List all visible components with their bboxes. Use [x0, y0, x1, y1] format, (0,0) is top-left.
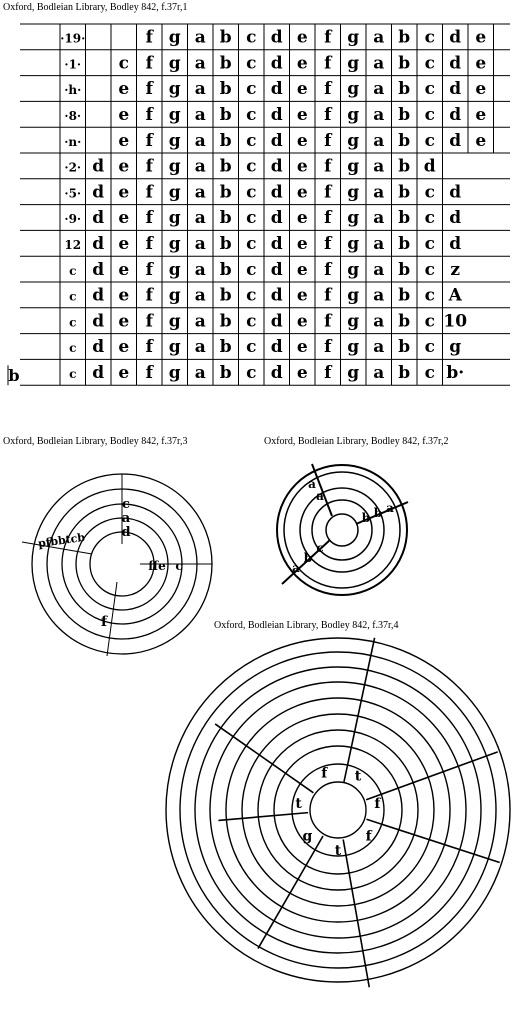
- letter-table: [0, 18, 526, 418]
- table-letter: f: [145, 53, 153, 74]
- table-letter: g: [168, 311, 181, 332]
- table-letter: e: [118, 156, 130, 177]
- inner-letter: t: [334, 843, 342, 859]
- table-letter: g: [347, 285, 360, 306]
- table-letter: a: [373, 182, 385, 203]
- table-letter: e: [296, 156, 308, 177]
- table-letter: g: [347, 53, 360, 74]
- table-letter: 10: [443, 311, 468, 332]
- table-letter: g: [347, 104, 360, 125]
- table-letter: b: [398, 259, 411, 280]
- ring: [284, 472, 400, 588]
- table-letter: f: [324, 130, 332, 151]
- table-letter: d: [92, 337, 105, 358]
- table-letter: e: [118, 362, 130, 383]
- table-letter: f: [145, 337, 153, 358]
- table-letter: e: [296, 337, 308, 358]
- left-label: pfbbtcb: [37, 530, 86, 551]
- table-letter: c: [424, 182, 435, 203]
- table-letter: c: [246, 27, 257, 48]
- table-letter: g: [168, 79, 181, 100]
- table-letter: c: [246, 53, 257, 74]
- table-letter: a: [194, 27, 206, 48]
- ring: [242, 714, 434, 906]
- table-letter: g: [347, 156, 360, 177]
- table-letter: a: [373, 104, 385, 125]
- table-letter: c: [424, 311, 435, 332]
- ring: [310, 782, 366, 838]
- table-letter: e: [118, 104, 130, 125]
- table-letter: f: [145, 182, 153, 203]
- table-letter: a: [194, 79, 206, 100]
- table-letter: b: [219, 285, 232, 306]
- table-letter: f: [145, 156, 153, 177]
- table-letter: b: [219, 311, 232, 332]
- row-number: ·n·: [64, 134, 82, 149]
- spoke-letter: a: [316, 489, 324, 503]
- table-letter: e: [475, 79, 487, 100]
- table-letter: e: [118, 208, 130, 229]
- table-letter: a: [373, 311, 385, 332]
- table-letter: A: [448, 285, 462, 306]
- table-letter: a: [373, 156, 385, 177]
- inner-letter: t: [354, 768, 362, 785]
- table-letter: e: [118, 259, 130, 280]
- table-letter: e: [296, 53, 308, 74]
- table-letter: c: [424, 53, 435, 74]
- table-letter: g: [347, 259, 360, 280]
- table-letter: d: [92, 208, 105, 229]
- table-letter: d: [449, 104, 462, 125]
- table-letter: f: [324, 182, 332, 203]
- table-letter: a: [194, 362, 206, 383]
- table-letter: f: [145, 362, 153, 383]
- table-letter: a: [194, 156, 206, 177]
- table-letter: e: [296, 311, 308, 332]
- table-letter: c: [424, 27, 435, 48]
- table-letter: e: [296, 259, 308, 280]
- table-letter: g: [347, 27, 360, 48]
- table-letter: d: [449, 27, 462, 48]
- table-letter: f: [324, 259, 332, 280]
- inner-letter: t: [295, 796, 302, 813]
- table-letter: d: [92, 156, 105, 177]
- table-letter: e: [296, 208, 308, 229]
- table-letter: e: [475, 53, 487, 74]
- row-number: c: [69, 289, 77, 304]
- table-letter: d: [92, 182, 105, 203]
- table-drawing: [0, 18, 526, 418]
- table-letter: a: [194, 130, 206, 151]
- row-number: ·h·: [64, 83, 82, 98]
- spoke-letter: c: [316, 541, 324, 555]
- table-letter: e: [118, 311, 130, 332]
- table-letter: g: [347, 362, 360, 383]
- table-letter: d: [449, 182, 462, 203]
- table-letter: e: [296, 79, 308, 100]
- circle-4-drawing: [140, 632, 526, 1029]
- table-letter: f: [145, 311, 153, 332]
- table-letter: c: [424, 208, 435, 229]
- table-letter: d: [92, 233, 105, 254]
- caption-fig4: Oxford, Bodleian Library, Bodley 842, f.37r,4: [214, 620, 399, 631]
- table-letter: b: [219, 79, 232, 100]
- table-letter: g: [168, 130, 181, 151]
- spoke-letter: f: [100, 614, 108, 630]
- table-letter: c: [424, 337, 435, 358]
- table-letter: c: [246, 233, 257, 254]
- table-letter: g: [168, 53, 181, 74]
- table-letter: d: [270, 79, 283, 100]
- table-letter: a: [373, 259, 385, 280]
- row-number: c: [69, 263, 77, 278]
- row-number: c: [69, 341, 77, 356]
- table-letter: f: [145, 130, 153, 151]
- spoke-letter: a: [386, 501, 394, 515]
- table-letter: c: [246, 79, 257, 100]
- table-letter: g: [168, 337, 181, 358]
- table-letter: e: [296, 104, 308, 125]
- table-letter: f: [324, 104, 332, 125]
- spoke-letter: c: [122, 497, 130, 512]
- table-letter: d: [270, 27, 283, 48]
- table-letter: f: [324, 79, 332, 100]
- table-letter: e: [475, 130, 487, 151]
- table-letter: d: [270, 362, 283, 383]
- spoke: [218, 813, 308, 821]
- table-letter: b: [219, 182, 232, 203]
- table-letter: a: [194, 259, 206, 280]
- table-letter: f: [145, 233, 153, 254]
- table-letter: c: [118, 53, 129, 74]
- table-letter: g: [168, 285, 181, 306]
- table-letter: c: [246, 337, 257, 358]
- table-letter: c: [246, 208, 257, 229]
- table-letter: d: [270, 311, 283, 332]
- table-letter: z: [450, 259, 461, 280]
- row-number: ·2·: [64, 160, 82, 175]
- table-letter: a: [373, 53, 385, 74]
- table-letter: e: [118, 79, 130, 100]
- row-number: c: [69, 315, 77, 330]
- table-letter: g: [347, 337, 360, 358]
- row-number: 12: [64, 237, 82, 252]
- ring: [195, 667, 481, 953]
- table-letter: b: [398, 130, 411, 151]
- spoke: [343, 840, 369, 988]
- table-letter: c: [424, 104, 435, 125]
- table-letter: d: [449, 53, 462, 74]
- ring: [258, 730, 418, 890]
- table-letter: d: [449, 208, 462, 229]
- table-letter: c: [424, 79, 435, 100]
- table-letter: b: [219, 259, 232, 280]
- corner-letter: b: [8, 366, 20, 386]
- table-letter: d: [92, 362, 105, 383]
- caption-fig3: Oxford, Bodleian Library, Bodley 842, f.37r,3: [3, 436, 188, 447]
- table-letter: d: [92, 285, 105, 306]
- table-letter: e: [118, 233, 130, 254]
- row-number: ·1·: [64, 57, 82, 72]
- circle-diagram-4: [140, 632, 526, 1029]
- table-letter: c: [246, 182, 257, 203]
- table-letter: b: [398, 362, 411, 383]
- table-letter: b: [398, 79, 411, 100]
- spoke-letter: a: [121, 511, 131, 526]
- table-letter: b: [219, 362, 232, 383]
- table-letter: g: [347, 208, 360, 229]
- table-letter: d: [270, 337, 283, 358]
- table-letter: f: [324, 362, 332, 383]
- table-letter: c: [424, 362, 435, 383]
- table-letter: d: [270, 130, 283, 151]
- ring: [326, 514, 358, 546]
- table-letter: e: [296, 130, 308, 151]
- table-letter: f: [324, 156, 332, 177]
- table-letter: b: [398, 337, 411, 358]
- table-letter: a: [194, 182, 206, 203]
- table-letter: e: [296, 285, 308, 306]
- table-letter: b: [219, 233, 232, 254]
- table-letter: f: [324, 53, 332, 74]
- table-letter: b: [219, 337, 232, 358]
- table-letter: g: [168, 156, 181, 177]
- spoke-letter: a: [292, 561, 300, 575]
- table-letter: f: [145, 79, 153, 100]
- table-letter: g: [168, 208, 181, 229]
- table-letter: a: [194, 208, 206, 229]
- table-letter: d: [449, 79, 462, 100]
- table-letter: b: [398, 233, 411, 254]
- row-number: ·8·: [64, 108, 82, 123]
- table-letter: c: [246, 285, 257, 306]
- table-letter: b: [398, 53, 411, 74]
- spoke-letter: d: [121, 525, 131, 540]
- inner-letter: f: [365, 828, 372, 845]
- table-letter: a: [194, 233, 206, 254]
- table-letter: d: [449, 130, 462, 151]
- table-letter: d: [423, 156, 436, 177]
- spoke-letter: c: [175, 559, 183, 573]
- table-letter: a: [373, 27, 385, 48]
- table-letter: b: [219, 156, 232, 177]
- table-letter: b·: [446, 362, 465, 383]
- table-letter: a: [194, 311, 206, 332]
- table-letter: b: [398, 208, 411, 229]
- table-letter: g: [168, 259, 181, 280]
- table-letter: d: [92, 311, 105, 332]
- table-letter: g: [347, 130, 360, 151]
- table-letter: g: [449, 337, 462, 358]
- table-letter: a: [373, 233, 385, 254]
- table-letter: c: [424, 285, 435, 306]
- table-letter: c: [246, 259, 257, 280]
- table-letter: a: [194, 104, 206, 125]
- table-letter: e: [118, 285, 130, 306]
- table-letter: b: [219, 104, 232, 125]
- ring: [180, 652, 496, 968]
- table-letter: f: [145, 259, 153, 280]
- spoke-letter: a: [308, 477, 316, 491]
- table-letter: a: [194, 53, 206, 74]
- row-number: ·19·: [60, 31, 86, 46]
- table-letter: a: [373, 362, 385, 383]
- caption-fig1: Oxford, Bodleian Library, Bodley 842, f.37r,1: [3, 2, 188, 13]
- table-letter: d: [270, 104, 283, 125]
- ring: [210, 682, 466, 938]
- table-letter: d: [270, 182, 283, 203]
- table-letter: g: [168, 233, 181, 254]
- spoke-letter: b: [303, 551, 313, 565]
- table-letter: c: [246, 362, 257, 383]
- table-letter: g: [347, 233, 360, 254]
- table-letter: f: [145, 104, 153, 125]
- table-letter: c: [246, 104, 257, 125]
- table-letter: c: [246, 156, 257, 177]
- table-letter: b: [398, 311, 411, 332]
- row-number: ·5·: [64, 186, 82, 201]
- table-letter: b: [398, 27, 411, 48]
- table-letter: a: [194, 337, 206, 358]
- table-letter: e: [296, 27, 308, 48]
- table-letter: b: [398, 182, 411, 203]
- table-letter: e: [118, 182, 130, 203]
- table-letter: f: [145, 208, 153, 229]
- table-letter: a: [373, 208, 385, 229]
- circle-diagram-2: [260, 448, 430, 608]
- caption-fig2: Oxford, Bodleian Library, Bodley 842, f.37r,2: [264, 436, 449, 447]
- ring: [166, 638, 510, 982]
- table-letter: c: [246, 311, 257, 332]
- table-letter: f: [324, 311, 332, 332]
- table-letter: g: [168, 362, 181, 383]
- table-letter: f: [324, 27, 332, 48]
- table-letter: e: [118, 337, 130, 358]
- table-letter: d: [270, 233, 283, 254]
- circle-diagram-3: [0, 448, 230, 658]
- table-letter: e: [296, 362, 308, 383]
- table-letter: g: [168, 182, 181, 203]
- table-letter: d: [270, 208, 283, 229]
- table-letter: f: [324, 208, 332, 229]
- table-letter: d: [270, 259, 283, 280]
- table-letter: g: [168, 104, 181, 125]
- table-letter: d: [270, 53, 283, 74]
- table-letter: b: [219, 27, 232, 48]
- table-letter: e: [118, 130, 130, 151]
- table-letter: c: [424, 259, 435, 280]
- table-letter: g: [347, 311, 360, 332]
- table-letter: b: [219, 53, 232, 74]
- table-letter: f: [145, 285, 153, 306]
- table-letter: d: [270, 285, 283, 306]
- table-letter: e: [296, 233, 308, 254]
- row-number: ·9·: [64, 212, 82, 227]
- table-letter: f: [324, 337, 332, 358]
- table-letter: g: [168, 27, 181, 48]
- table-letter: a: [194, 285, 206, 306]
- table-letter: d: [92, 259, 105, 280]
- circle-2-drawing: [260, 448, 430, 608]
- spoke-letter: ffe: [148, 559, 166, 573]
- table-letter: a: [373, 79, 385, 100]
- table-letter: e: [475, 104, 487, 125]
- row-number: c: [69, 366, 77, 381]
- table-letter: b: [398, 285, 411, 306]
- spoke-letter: b: [361, 511, 371, 525]
- table-letter: d: [270, 156, 283, 177]
- table-letter: g: [347, 182, 360, 203]
- table-letter: a: [373, 130, 385, 151]
- table-letter: b: [219, 130, 232, 151]
- table-letter: b: [398, 156, 411, 177]
- table-letter: c: [424, 130, 435, 151]
- table-letter: b: [219, 208, 232, 229]
- table-letter: g: [347, 79, 360, 100]
- table-letter: f: [324, 233, 332, 254]
- table-letter: c: [246, 130, 257, 151]
- table-letter: c: [424, 233, 435, 254]
- table-letter: a: [373, 337, 385, 358]
- table-letter: f: [145, 27, 153, 48]
- spoke: [344, 638, 375, 783]
- table-letter: d: [449, 233, 462, 254]
- table-letter: e: [475, 27, 487, 48]
- table-letter: a: [373, 285, 385, 306]
- spoke-letter: b: [373, 506, 383, 520]
- ring: [277, 465, 407, 595]
- table-letter: e: [296, 182, 308, 203]
- inner-letter: g: [302, 828, 313, 845]
- circle-3-drawing: [0, 448, 230, 658]
- inner-letter: f: [321, 765, 328, 782]
- table-letter: f: [324, 285, 332, 306]
- inner-letter: f: [374, 796, 381, 813]
- table-letter: b: [398, 104, 411, 125]
- ring: [226, 698, 450, 922]
